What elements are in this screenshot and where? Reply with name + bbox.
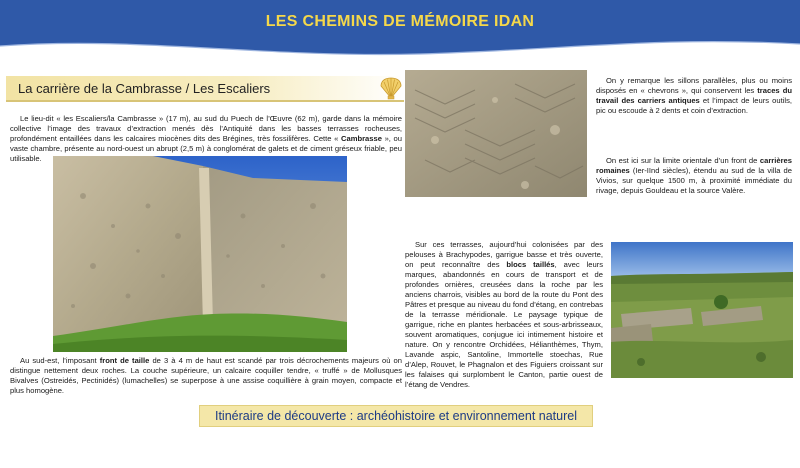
header-wave-decoration — [0, 0, 800, 64]
intro-bold-cambrasse: Cambrasse — [341, 134, 382, 143]
chevrons-paragraph — [596, 76, 792, 116]
terraces-text-2: , avec leurs marques, abandonnés en cours de transport et de profondes ornières, creusées dans la roche par les anciens charrois, visibles au bord de la route du Pont des Pâtres et presque au niveau du fond d’étang, en contrebas de la terrasse méridionale. Le paysage typique de garrigue, riche en plantes herbacées et sous-arbrisseaux, souvent aromatiques, conjugue ici intimement histoire et nature. On y rencontre Orchidées, Hélianthèmes, Thym, Lavande aspic, Santoline, Immortelle stoechas, Rue d’Alep, Rouvet, le Phagnalon et des Figuiers croissant sur les falaises qui surplombent le Canton, partie ouest de l’étang de Vendres. — [405, 260, 603, 389]
terraces-paragraph — [405, 240, 603, 390]
footer-itinerary-label: Itinéraire de découverte : archéohistoire et environnement naturel — [214, 409, 578, 423]
terraces-text-1: Sur ces terrasses, aujourd’hui colonisées par des pelouses à Brachypodes, garrigue basse et très ouverte, on peut reconnaître des — [405, 240, 603, 269]
roman-quarries-paragraph — [596, 156, 792, 196]
garrigue-landscape-photo — [611, 242, 793, 378]
chevrons-text-1: On y remarque les sillons parallèles, plus ou moins disposés en « chevrons », qui conservent les — [596, 76, 792, 95]
terraces-bold-blocks: blocs taillés — [506, 260, 555, 269]
limit-text-1: On est ici sur la limite orientale d’un front de — [606, 156, 760, 165]
chevrons-bold-traces: traces du travail des carriers antiques — [596, 86, 792, 105]
intro-text-1: Le lieu-dit « les Escaliers/la Cambrasse » (17 m), au sud du Puech de l’Œuvre (62 m), garde dans la mémoire collective l’image des travaux d’extraction menés dès l’Antiquité dans les basses terrasses rocheuses, profondément entaillées dans les calcaires miocènes dits des Brégines, très fossilifères. Cette « — [10, 114, 402, 143]
header-band — [0, 0, 800, 64]
footer-itinerary-bar — [199, 405, 593, 427]
quarry-wall-photo — [53, 156, 347, 352]
section-title: La carrière de la Cambrasse / Les Escaliers — [18, 81, 271, 96]
scallop-shell-icon — [378, 76, 404, 100]
page-title: LES CHEMINS DE MÉMOIRE IDAN — [265, 13, 535, 30]
limit-bold-roman: carrières romaines — [596, 156, 792, 175]
chevron-marks-photo — [405, 70, 587, 197]
quarry-face-paragraph — [10, 356, 402, 396]
section-title-bar — [6, 76, 404, 102]
intro-text-2: », ou vaste chambre, présente au nord-ouest un abrupt (2,5 m) à conglomérat de galets et de ciment gréseux friable, peu utilisable. — [10, 134, 403, 163]
limit-text-2: (Ier-IInd siècles), étendu au sud de la villa de Vivios, sur quelque 1500 m, à proximité immédiate du rivage, depuis Gouldeau et la source Valère. — [596, 166, 792, 195]
face-text-1: Au sud-est, l’imposant — [20, 356, 100, 365]
face-bold-front: front de taille — [99, 356, 150, 365]
chevrons-text-2: et l’impact de leurs outils, pic ou escoude à 2 dents et coin d’extraction. — [596, 96, 792, 115]
face-text-2: de 3 à 4 m de haut est scandé par trois décrochements majeurs où on distingue nettement deux roches. La couche supérieure, un calcaire coquiller tendre, « truffé » de Mollusques Bivalves (Ostreidés, Pectinidés) (lumachelles) se superpose à une assise coquillière à grain moyen, compacte et plus homogène. — [10, 356, 402, 395]
